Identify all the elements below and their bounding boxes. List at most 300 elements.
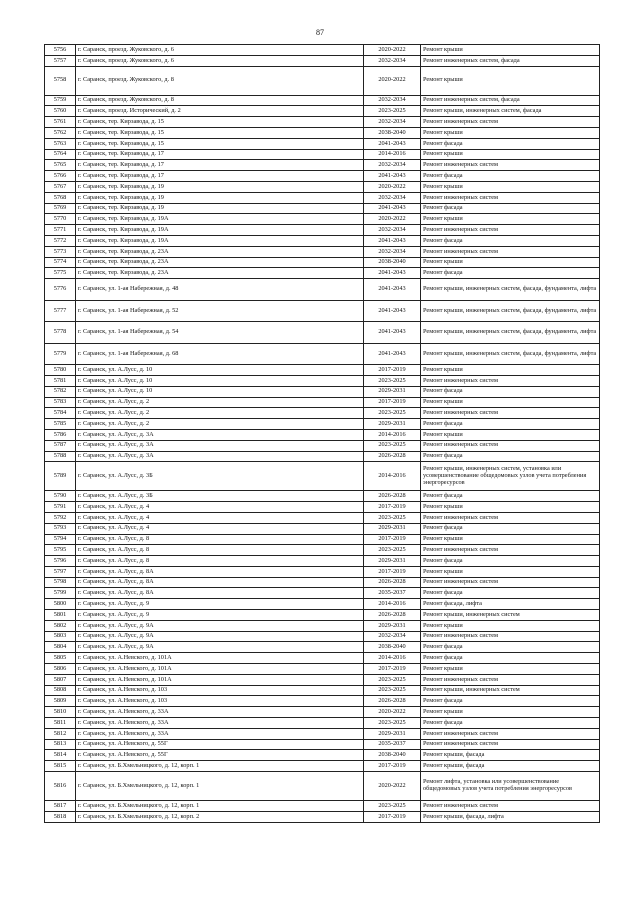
table-row xyxy=(45,642,600,653)
work-type-cell: Ремонт крыши xyxy=(421,181,600,192)
period-cell: 2032-2034 xyxy=(364,55,421,66)
address-cell: г. Саранск, ул. А.Лусс, д. 10 xyxy=(76,375,364,386)
period-cell: 2023-2025 xyxy=(364,674,421,685)
address-cell: г. Саранск, ул. А.Лусс, д. 3Б xyxy=(76,462,364,491)
period-cell: 2014-2016 xyxy=(364,149,421,160)
table-row xyxy=(45,343,600,365)
work-type-cell: Ремонт фасада xyxy=(421,451,600,462)
work-type-cell: Ремонт крыши, инженерных систем, фасада xyxy=(421,106,600,117)
work-type-cell: Ремонт фасада xyxy=(421,268,600,279)
period-cell: 2032-2034 xyxy=(364,246,421,257)
address-cell: г. Саранск, тер. Кирзавода, д. 19 xyxy=(76,203,364,214)
row-number-cell: 5758 xyxy=(45,66,76,95)
address-cell: г. Саранск, тер. Кирзавода, д. 17 xyxy=(76,160,364,171)
period-cell: 2032-2034 xyxy=(364,192,421,203)
table-row xyxy=(45,440,600,451)
period-cell: 2026-2028 xyxy=(364,491,421,502)
work-type-cell: Ремонт фасада xyxy=(421,523,600,534)
row-number-cell: 5794 xyxy=(45,534,76,545)
address-cell: г. Саранск, тер. Кирзавода, д. 23А xyxy=(76,246,364,257)
work-type-cell: Ремонт фасада xyxy=(421,138,600,149)
period-cell: 2017-2019 xyxy=(364,811,421,822)
table-row xyxy=(45,566,600,577)
address-cell: г. Саранск, ул. 1-ая Набережная, д. 68 xyxy=(76,343,364,365)
address-cell: г. Саранск, ул. А.Лусс, д. 4 xyxy=(76,512,364,523)
table-row xyxy=(45,718,600,729)
table-row xyxy=(45,685,600,696)
table-row xyxy=(45,235,600,246)
registry-body xyxy=(45,45,600,823)
row-number-cell: 5782 xyxy=(45,386,76,397)
address-cell: г. Саранск, тер. Кирзавода, д. 19А xyxy=(76,235,364,246)
address-cell: г. Саранск, ул. А.Лусс, д. 9А xyxy=(76,631,364,642)
row-number-cell: 5788 xyxy=(45,451,76,462)
period-cell: 2023-2025 xyxy=(364,801,421,812)
address-cell: г. Саранск, ул. А.Лусс, д. 9А xyxy=(76,620,364,631)
work-type-cell: Ремонт инженерных систем xyxy=(421,512,600,523)
work-type-cell: Ремонт инженерных систем xyxy=(421,739,600,750)
work-type-cell: Ремонт фасада xyxy=(421,386,600,397)
row-number-cell: 5809 xyxy=(45,696,76,707)
table-row xyxy=(45,801,600,812)
row-number-cell: 5796 xyxy=(45,556,76,567)
row-number-cell: 5818 xyxy=(45,811,76,822)
table-row xyxy=(45,55,600,66)
address-cell: г. Саранск, ул. 1-ая Набережная, д. 52 xyxy=(76,300,364,322)
period-cell: 2038-2040 xyxy=(364,642,421,653)
row-number-cell: 5792 xyxy=(45,512,76,523)
row-number-cell: 5817 xyxy=(45,801,76,812)
table-row xyxy=(45,772,600,801)
work-type-cell: Ремонт фасада xyxy=(421,491,600,502)
work-type-cell: Ремонт фасада, лифта xyxy=(421,599,600,610)
row-number-cell: 5811 xyxy=(45,718,76,729)
address-cell: г. Саранск, проезд. Исторический, д. 2 xyxy=(76,106,364,117)
row-number-cell: 5803 xyxy=(45,631,76,642)
row-number-cell: 5757 xyxy=(45,55,76,66)
work-type-cell: Ремонт крыши, инженерных систем xyxy=(421,610,600,621)
address-cell: г. Саранск, ул. А.Невского, д. 103 xyxy=(76,696,364,707)
period-cell: 2017-2019 xyxy=(364,761,421,772)
work-type-cell: Ремонт крыши xyxy=(421,45,600,56)
period-cell: 2017-2019 xyxy=(364,365,421,376)
row-number-cell: 5777 xyxy=(45,300,76,322)
work-type-cell: Ремонт крыши xyxy=(421,664,600,675)
table-row xyxy=(45,181,600,192)
period-cell: 2035-2037 xyxy=(364,588,421,599)
address-cell: г. Саранск, ул. 1-ая Набережная, д. 48 xyxy=(76,279,364,301)
table-row xyxy=(45,664,600,675)
row-number-cell: 5761 xyxy=(45,117,76,128)
address-cell: г. Саранск, ул. А.Лусс, д. 3А xyxy=(76,429,364,440)
period-cell: 2029-2031 xyxy=(364,523,421,534)
work-type-cell: Ремонт инженерных систем, фасада xyxy=(421,55,600,66)
address-cell: г. Саранск, ул. А.Невского, д. 101А xyxy=(76,674,364,685)
address-cell: г. Саранск, ул. А.Лусс, д. 2 xyxy=(76,408,364,419)
work-type-cell: Ремонт фасада xyxy=(421,642,600,653)
work-type-cell: Ремонт крыши, фасада, лифта xyxy=(421,811,600,822)
period-cell: 2032-2034 xyxy=(364,160,421,171)
row-number-cell: 5815 xyxy=(45,761,76,772)
table-row xyxy=(45,300,600,322)
table-row xyxy=(45,419,600,430)
work-type-cell: Ремонт крыши xyxy=(421,365,600,376)
period-cell: 2038-2040 xyxy=(364,127,421,138)
work-type-cell: Ремонт фасада xyxy=(421,419,600,430)
period-cell: 2023-2025 xyxy=(364,545,421,556)
row-number-cell: 5789 xyxy=(45,462,76,491)
row-number-cell: 5807 xyxy=(45,674,76,685)
row-number-cell: 5764 xyxy=(45,149,76,160)
row-number-cell: 5790 xyxy=(45,491,76,502)
row-number-cell: 5781 xyxy=(45,375,76,386)
period-cell: 2020-2022 xyxy=(364,45,421,56)
page-number: 87 xyxy=(316,28,324,37)
work-type-cell: Ремонт крыши, инженерных систем, фасада, фундамента, лифта xyxy=(421,300,600,322)
period-cell: 2017-2019 xyxy=(364,566,421,577)
row-number-cell: 5774 xyxy=(45,257,76,268)
period-cell: 2014-2016 xyxy=(364,599,421,610)
row-number-cell: 5784 xyxy=(45,408,76,419)
work-type-cell: Ремонт инженерных систем, фасада xyxy=(421,95,600,106)
work-type-cell: Ремонт фасада xyxy=(421,718,600,729)
period-cell: 2020-2022 xyxy=(364,772,421,801)
row-number-cell: 5814 xyxy=(45,750,76,761)
table-row xyxy=(45,512,600,523)
period-cell: 2029-2031 xyxy=(364,386,421,397)
table-row xyxy=(45,149,600,160)
table-row xyxy=(45,761,600,772)
table-row xyxy=(45,397,600,408)
work-type-cell: Ремонт крыши xyxy=(421,66,600,95)
address-cell: г. Саранск, проезд. Жуковского, д. 8 xyxy=(76,66,364,95)
period-cell: 2026-2028 xyxy=(364,451,421,462)
address-cell: г. Саранск, ул. А.Лусс, д. 3А xyxy=(76,440,364,451)
period-cell: 2038-2040 xyxy=(364,750,421,761)
period-cell: 2023-2025 xyxy=(364,718,421,729)
table-row xyxy=(45,160,600,171)
row-number-cell: 5801 xyxy=(45,610,76,621)
row-number-cell: 5787 xyxy=(45,440,76,451)
table-row xyxy=(45,95,600,106)
table-row xyxy=(45,739,600,750)
address-cell: г. Саранск, тер. Кирзавода, д. 19 xyxy=(76,181,364,192)
work-type-cell: Ремонт крыши, инженерных систем, фасада, фундамента, лифта xyxy=(421,343,600,365)
period-cell: 2014-2016 xyxy=(364,462,421,491)
address-cell: г. Саранск, ул. А.Невского, д. 101А xyxy=(76,653,364,664)
table-row xyxy=(45,631,600,642)
address-cell: г. Саранск, ул. А.Невского, д. 55Г xyxy=(76,739,364,750)
table-row xyxy=(45,225,600,236)
table-row xyxy=(45,66,600,95)
address-cell: г. Саранск, ул. А.Лусс, д. 4 xyxy=(76,523,364,534)
row-number-cell: 5780 xyxy=(45,365,76,376)
work-type-cell: Ремонт фасада xyxy=(421,653,600,664)
table-row xyxy=(45,246,600,257)
row-number-cell: 5779 xyxy=(45,343,76,365)
period-cell: 2035-2037 xyxy=(364,739,421,750)
address-cell: г. Саранск, проезд. Жуковского, д. 6 xyxy=(76,45,364,56)
table-row xyxy=(45,610,600,621)
address-cell: г. Саранск, тер. Кирзавода, д. 19А xyxy=(76,225,364,236)
row-number-cell: 5778 xyxy=(45,322,76,344)
address-cell: г. Саранск, тер. Кирзавода, д. 15 xyxy=(76,138,364,149)
row-number-cell: 5785 xyxy=(45,419,76,430)
row-number-cell: 5763 xyxy=(45,138,76,149)
period-cell: 2041-2043 xyxy=(364,268,421,279)
address-cell: г. Саранск, ул. А.Лусс, д. 4 xyxy=(76,502,364,513)
work-type-cell: Ремонт фасада xyxy=(421,556,600,567)
table-row xyxy=(45,279,600,301)
period-cell: 2041-2043 xyxy=(364,203,421,214)
work-type-cell: Ремонт фасада xyxy=(421,203,600,214)
address-cell: г. Саранск, проезд. Жуковского, д. 6 xyxy=(76,55,364,66)
row-number-cell: 5762 xyxy=(45,127,76,138)
row-number-cell: 5775 xyxy=(45,268,76,279)
work-type-cell: Ремонт лифта, установка или усовершенствование общедомовых узлов учета потребления энергоресурсов xyxy=(421,772,600,801)
period-cell: 2023-2025 xyxy=(364,408,421,419)
address-cell: г. Саранск, ул. А.Лусс, д. 9 xyxy=(76,610,364,621)
address-cell: г. Саранск, тер. Кирзавода, д. 15 xyxy=(76,127,364,138)
address-cell: г. Саранск, ул. А.Лусс, д. 8 xyxy=(76,534,364,545)
work-type-cell: Ремонт крыши, фасада xyxy=(421,750,600,761)
row-number-cell: 5816 xyxy=(45,772,76,801)
address-cell: г. Саранск, проезд. Жуковского, д. 8 xyxy=(76,95,364,106)
row-number-cell: 5802 xyxy=(45,620,76,631)
row-number-cell: 5808 xyxy=(45,685,76,696)
address-cell: г. Саранск, ул. А.Лусс, д. 8А xyxy=(76,577,364,588)
table-row xyxy=(45,268,600,279)
work-type-cell: Ремонт крыши xyxy=(421,214,600,225)
table-row xyxy=(45,599,600,610)
table-row xyxy=(45,214,600,225)
work-type-cell: Ремонт крыши, инженерных систем, фасада, фундамента, лифта xyxy=(421,279,600,301)
address-cell: г. Саранск, ул. А.Лусс, д. 8 xyxy=(76,556,364,567)
period-cell: 2023-2025 xyxy=(364,512,421,523)
table-row xyxy=(45,750,600,761)
work-type-cell: Ремонт крыши xyxy=(421,566,600,577)
row-number-cell: 5767 xyxy=(45,181,76,192)
work-type-cell: Ремонт крыши xyxy=(421,502,600,513)
address-cell: г. Саранск, ул. А.Лусс, д. 3Б xyxy=(76,491,364,502)
work-type-cell: Ремонт инженерных систем xyxy=(421,246,600,257)
address-cell: г. Саранск, тер. Кирзавода, д. 19 xyxy=(76,192,364,203)
work-type-cell: Ремонт инженерных систем xyxy=(421,674,600,685)
table-row xyxy=(45,545,600,556)
table-row xyxy=(45,127,600,138)
address-cell: г. Саранск, ул. А.Невского, д. 103 xyxy=(76,685,364,696)
address-cell: г. Саранск, тер. Кирзавода, д. 17 xyxy=(76,149,364,160)
table-row xyxy=(45,117,600,128)
period-cell: 2041-2043 xyxy=(364,171,421,182)
work-type-cell: Ремонт инженерных систем xyxy=(421,801,600,812)
table-row xyxy=(45,620,600,631)
table-row xyxy=(45,365,600,376)
address-cell: г. Саранск, ул. А.Лусс, д. 8А xyxy=(76,588,364,599)
table-row xyxy=(45,45,600,56)
row-number-cell: 5799 xyxy=(45,588,76,599)
row-number-cell: 5805 xyxy=(45,653,76,664)
row-number-cell: 5806 xyxy=(45,664,76,675)
work-type-cell: Ремонт крыши xyxy=(421,397,600,408)
work-type-cell: Ремонт фасада xyxy=(421,588,600,599)
table-row xyxy=(45,653,600,664)
work-type-cell: Ремонт крыши xyxy=(421,127,600,138)
address-cell: г. Саранск, тер. Кирзавода, д. 15 xyxy=(76,117,364,128)
table-row xyxy=(45,462,600,491)
table-row xyxy=(45,534,600,545)
row-number-cell: 5800 xyxy=(45,599,76,610)
period-cell: 2032-2034 xyxy=(364,95,421,106)
period-cell: 2017-2019 xyxy=(364,397,421,408)
address-cell: г. Саранск, ул. 1-ая Набережная, д. 54 xyxy=(76,322,364,344)
table-row xyxy=(45,257,600,268)
table-row xyxy=(45,322,600,344)
row-number-cell: 5793 xyxy=(45,523,76,534)
address-cell: г. Саранск, ул. А.Невского, д. 33А xyxy=(76,718,364,729)
work-type-cell: Ремонт инженерных систем xyxy=(421,728,600,739)
address-cell: г. Саранск, ул. Б.Хмельницкого, д. 12, корп. 1 xyxy=(76,772,364,801)
address-cell: г. Саранск, ул. А.Лусс, д. 8 xyxy=(76,545,364,556)
work-type-cell: Ремонт инженерных систем xyxy=(421,631,600,642)
work-type-cell: Ремонт инженерных систем xyxy=(421,160,600,171)
address-cell: г. Саранск, ул. Б.Хмельницкого, д. 12, корп. 2 xyxy=(76,811,364,822)
address-cell: г. Саранск, ул. А.Лусс, д. 10 xyxy=(76,386,364,397)
period-cell: 2029-2031 xyxy=(364,419,421,430)
table-row xyxy=(45,491,600,502)
row-number-cell: 5791 xyxy=(45,502,76,513)
table-row xyxy=(45,674,600,685)
period-cell: 2029-2031 xyxy=(364,728,421,739)
work-type-cell: Ремонт крыши, инженерных систем, фасада, фундамента, лифта xyxy=(421,322,600,344)
table-row xyxy=(45,502,600,513)
work-type-cell: Ремонт крыши xyxy=(421,429,600,440)
period-cell: 2023-2025 xyxy=(364,106,421,117)
work-type-cell: Ремонт инженерных систем xyxy=(421,225,600,236)
row-number-cell: 5759 xyxy=(45,95,76,106)
address-cell: г. Саранск, тер. Кирзавода, д. 23А xyxy=(76,257,364,268)
row-number-cell: 5813 xyxy=(45,739,76,750)
period-cell: 2023-2025 xyxy=(364,685,421,696)
period-cell: 2026-2028 xyxy=(364,577,421,588)
period-cell: 2041-2043 xyxy=(364,322,421,344)
work-type-cell: Ремонт инженерных систем xyxy=(421,577,600,588)
table-row xyxy=(45,138,600,149)
table-row xyxy=(45,577,600,588)
period-cell: 2041-2043 xyxy=(364,279,421,301)
period-cell: 2029-2031 xyxy=(364,556,421,567)
period-cell: 2038-2040 xyxy=(364,257,421,268)
address-cell: г. Саранск, ул. А.Невского, д. 33А xyxy=(76,707,364,718)
address-cell: г. Саранск, ул. Б.Хмельницкого, д. 12, корп. 1 xyxy=(76,761,364,772)
period-cell: 2020-2022 xyxy=(364,214,421,225)
work-type-cell: Ремонт инженерных систем xyxy=(421,375,600,386)
row-number-cell: 5756 xyxy=(45,45,76,56)
period-cell: 2014-2016 xyxy=(364,429,421,440)
table-row xyxy=(45,811,600,822)
table-row xyxy=(45,556,600,567)
period-cell: 2026-2028 xyxy=(364,696,421,707)
address-cell: г. Саранск, ул. А.Лусс, д. 9 xyxy=(76,599,364,610)
table-row xyxy=(45,375,600,386)
work-type-cell: Ремонт инженерных систем xyxy=(421,408,600,419)
work-type-cell: Ремонт фасада xyxy=(421,696,600,707)
work-type-cell: Ремонт крыши, инженерных систем, установка или усовершенствование общедомовых узлов учета потребления энергоресурсов xyxy=(421,462,600,491)
row-number-cell: 5797 xyxy=(45,566,76,577)
work-type-cell: Ремонт крыши xyxy=(421,707,600,718)
period-cell: 2032-2034 xyxy=(364,631,421,642)
address-cell: г. Саранск, тер. Кирзавода, д. 17 xyxy=(76,171,364,182)
row-number-cell: 5760 xyxy=(45,106,76,117)
row-number-cell: 5766 xyxy=(45,171,76,182)
period-cell: 2041-2043 xyxy=(364,300,421,322)
address-cell: г. Саранск, ул. А.Лусс, д. 9А xyxy=(76,642,364,653)
address-cell: г. Саранск, ул. Б.Хмельницкого, д. 12, корп. 1 xyxy=(76,801,364,812)
address-cell: г. Саранск, ул. А.Невского, д. 55Г xyxy=(76,750,364,761)
work-type-cell: Ремонт крыши, фасада xyxy=(421,761,600,772)
table-row xyxy=(45,386,600,397)
row-number-cell: 5773 xyxy=(45,246,76,257)
work-type-cell: Ремонт крыши xyxy=(421,620,600,631)
period-cell: 2017-2019 xyxy=(364,664,421,675)
address-cell: г. Саранск, ул. А.Лусс, д. 10 xyxy=(76,365,364,376)
period-cell: 2032-2034 xyxy=(364,117,421,128)
row-number-cell: 5776 xyxy=(45,279,76,301)
period-cell: 2014-2016 xyxy=(364,653,421,664)
period-cell: 2017-2019 xyxy=(364,502,421,513)
work-type-cell: Ремонт крыши, инженерных систем xyxy=(421,685,600,696)
row-number-cell: 5783 xyxy=(45,397,76,408)
address-cell: г. Саранск, ул. А.Невского, д. 33А xyxy=(76,728,364,739)
work-type-cell: Ремонт крыши xyxy=(421,534,600,545)
period-cell: 2041-2043 xyxy=(364,138,421,149)
work-type-cell: Ремонт крыши xyxy=(421,149,600,160)
registry-table xyxy=(44,44,600,823)
address-cell: г. Саранск, ул. А.Лусс, д. 2 xyxy=(76,419,364,430)
period-cell: 2026-2028 xyxy=(364,610,421,621)
period-cell: 2017-2019 xyxy=(364,534,421,545)
address-cell: г. Саранск, ул. А.Лусс, д. 2 xyxy=(76,397,364,408)
period-cell: 2032-2034 xyxy=(364,225,421,236)
work-type-cell: Ремонт крыши xyxy=(421,257,600,268)
row-number-cell: 5768 xyxy=(45,192,76,203)
work-type-cell: Ремонт фасада xyxy=(421,235,600,246)
row-number-cell: 5786 xyxy=(45,429,76,440)
row-number-cell: 5772 xyxy=(45,235,76,246)
work-type-cell: Ремонт инженерных систем xyxy=(421,545,600,556)
address-cell: г. Саранск, ул. А.Невского, д. 101А xyxy=(76,664,364,675)
period-cell: 2020-2022 xyxy=(364,66,421,95)
table-row xyxy=(45,203,600,214)
row-number-cell: 5770 xyxy=(45,214,76,225)
period-cell: 2041-2043 xyxy=(364,343,421,365)
address-cell: г. Саранск, тер. Кирзавода, д. 19А xyxy=(76,214,364,225)
row-number-cell: 5765 xyxy=(45,160,76,171)
row-number-cell: 5771 xyxy=(45,225,76,236)
period-cell: 2041-2043 xyxy=(364,235,421,246)
table-row xyxy=(45,523,600,534)
table-row xyxy=(45,192,600,203)
period-cell: 2023-2025 xyxy=(364,375,421,386)
address-cell: г. Саранск, ул. А.Лусс, д. 8А xyxy=(76,566,364,577)
row-number-cell: 5810 xyxy=(45,707,76,718)
table-row xyxy=(45,171,600,182)
row-number-cell: 5812 xyxy=(45,728,76,739)
table-row xyxy=(45,728,600,739)
period-cell: 2020-2022 xyxy=(364,181,421,192)
address-cell: г. Саранск, тер. Кирзавода, д. 23А xyxy=(76,268,364,279)
work-type-cell: Ремонт инженерных систем xyxy=(421,192,600,203)
